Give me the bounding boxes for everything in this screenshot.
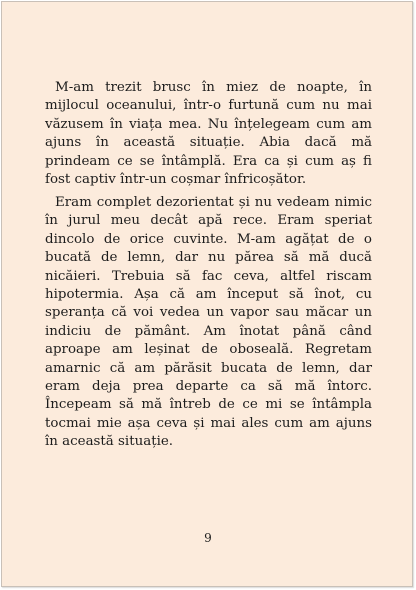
book-page bbox=[1, 1, 413, 587]
paragraph-2: Eram complet dezorientat și nu vedeam nimic în jurul meu decât apă rece. Eram speriat dincolo de orice cuvinte. M-am agățat de o bucată de lemn, dar nu părea să mă ducă nicăieri. Trebuia să fac ceva, altfel riscam hipotermia. Așa că am început să înot, cu speranța că voi vedea un vapor sau măcar un indiciu de pământ. Am înotat până când aproape am leșinat de oboseală. Regretam amarnic că am părăsit bucata de lemn, dar eram deja prea departe ca să mă întorc. Începeam să mă întreb de ce mi se întâmpla tocmai mie așa ceva și mai ales cum am ajuns în această situație. bbox=[45, 195, 372, 450]
page-number: 9 bbox=[204, 531, 212, 545]
paragraph-1: M-am trezit brusc în miez de noapte, în mijlocul oceanului, într-o furtună cum nu mai văzusem în viața mea. Nu înțelegeam cum am ajuns în această situație. Abia dacă mă prindeam ce se întâmplă. Era ca și cum aș fi fost captiv într-un coșmar înfricoșător. bbox=[45, 80, 372, 188]
